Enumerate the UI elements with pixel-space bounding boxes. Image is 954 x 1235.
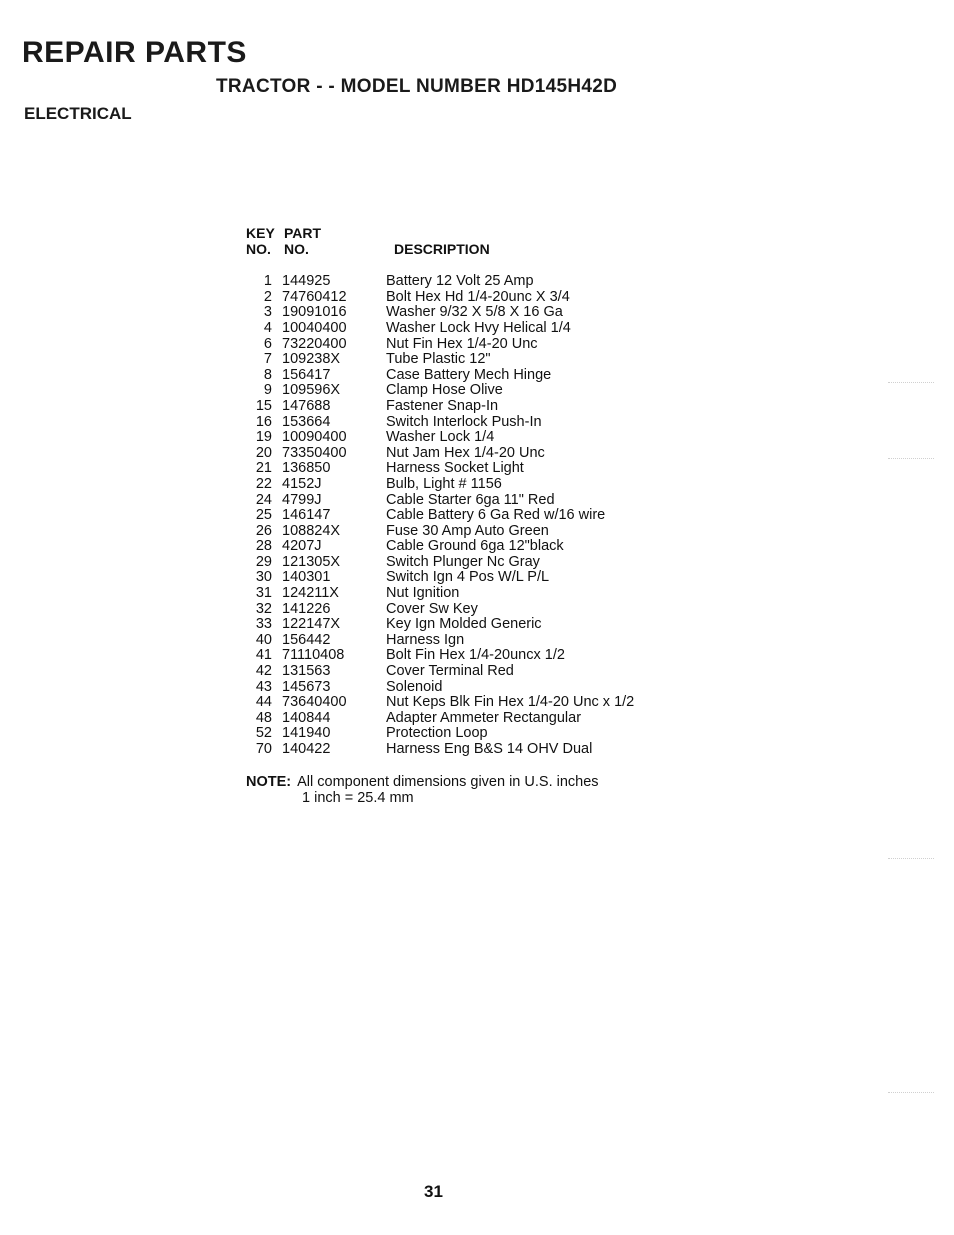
table-row (246, 680, 634, 696)
note-line1: All component dimensions given in U.S. inches (297, 774, 599, 790)
table-row (246, 555, 634, 571)
row-description: Cover Sw Key (386, 600, 478, 617)
table-row (246, 415, 634, 431)
row-key-no: 44 (255, 694, 272, 711)
row-description: Washer Lock Hvy Helical 1/4 (386, 319, 571, 336)
row-part-no: 156417 (282, 366, 331, 383)
row-part-no: 109596X (282, 382, 341, 399)
row-part-no: 140422 (282, 741, 331, 757)
table-row (246, 742, 634, 758)
table-row (246, 446, 634, 462)
row-part-no: 144925 (282, 273, 331, 290)
page-number: 31 (424, 1182, 443, 1201)
row-key-no: 20 (255, 444, 272, 461)
note-line2: 1 inch = 25.4 mm (302, 790, 414, 806)
model-subtitle: TRACTOR - - MODEL NUMBER HD145H42D (216, 76, 618, 97)
row-description: Nut Ignition (386, 585, 460, 602)
row-part-no: 156442 (282, 631, 331, 648)
header-description: DESCRIPTION (394, 240, 490, 257)
note-label: NOTE: (246, 774, 292, 790)
row-part-no: 109238X (282, 351, 341, 368)
row-description: Switch Ign 4 Pos W/L P/L (386, 569, 550, 586)
row-key-no: 43 (255, 678, 272, 695)
row-key-no: 31 (255, 585, 272, 602)
margin-mark (888, 858, 934, 859)
row-key-no: 52 (255, 725, 272, 742)
row-description: Battery 12 Volt 25 Amp (386, 273, 534, 290)
header-key-line1: KEY (246, 225, 275, 241)
row-part-no: 147688 (282, 397, 331, 414)
row-part-no: 141940 (282, 725, 331, 742)
row-key-no: 40 (255, 631, 272, 648)
table-row (246, 461, 634, 477)
row-part-no: 73220400 (282, 335, 347, 352)
row-key-no: 48 (255, 709, 272, 726)
row-part-no: 136850 (282, 460, 331, 477)
row-part-no: 140301 (282, 569, 331, 586)
row-description: Harness Eng B&S 14 OHV Dual (386, 741, 593, 757)
row-key-no: 33 (255, 616, 272, 633)
row-key-no: 8 (263, 366, 272, 383)
row-part-no: 145673 (282, 678, 331, 695)
row-part-no: 4207J (282, 538, 322, 555)
table-row (246, 711, 634, 727)
table-row (246, 664, 634, 680)
row-part-no: 10040400 (282, 319, 347, 336)
table-row (246, 337, 634, 353)
table-row (246, 586, 634, 602)
row-description: Harness Ign (386, 631, 465, 648)
row-description: Cable Ground 6ga 12"black (386, 538, 564, 555)
row-description: Bulb, Light # 1156 (386, 475, 502, 492)
row-key-no: 32 (255, 600, 272, 617)
row-key-no: 28 (255, 538, 272, 555)
row-description: Cable Starter 6ga 11" Red (386, 491, 555, 508)
row-key-no: 7 (263, 351, 272, 368)
row-key-no: 25 (255, 507, 272, 524)
row-part-no: 4152J (282, 475, 322, 492)
row-description: Bolt Fin Hex 1/4-20uncx 1/2 (386, 647, 565, 664)
parts-table (246, 226, 634, 758)
row-description: Cover Terminal Red (386, 663, 514, 680)
row-description: Switch Interlock Push-In (386, 413, 542, 430)
row-description: Solenoid (386, 678, 443, 695)
row-description: Fuse 30 Amp Auto Green (386, 522, 549, 539)
table-row (246, 430, 634, 446)
row-part-no: 146147 (282, 507, 331, 524)
row-part-no: 4799J (282, 491, 322, 508)
table-row (246, 633, 634, 649)
row-part-no: 140844 (282, 709, 331, 726)
note-block (246, 774, 599, 806)
row-part-no: 141226 (282, 600, 331, 617)
row-description: Key Ign Molded Generic (386, 616, 542, 633)
row-key-no: 22 (255, 475, 272, 492)
table-row (246, 726, 634, 742)
row-part-no: 71110408 (282, 647, 345, 664)
table-row (246, 352, 634, 368)
table-row (246, 508, 634, 524)
table-row (246, 274, 634, 290)
row-key-no: 21 (255, 460, 272, 477)
section-heading: ELECTRICAL (24, 104, 132, 123)
row-part-no: 153664 (282, 413, 331, 430)
row-description: Nut Fin Hex 1/4-20 Unc (386, 335, 538, 352)
margin-mark (888, 458, 934, 459)
row-description: Nut Keps Blk Fin Hex 1/4-20 Unc x 1/2 (386, 694, 635, 711)
row-key-no: 26 (255, 522, 272, 539)
table-row (246, 493, 634, 509)
row-key-no: 16 (255, 413, 272, 430)
table-body (246, 274, 634, 757)
row-part-no: 121305X (282, 553, 341, 570)
row-key-no: 15 (255, 397, 272, 414)
table-row (246, 524, 634, 540)
margin-mark (888, 1092, 934, 1093)
row-description: Cable Battery 6 Ga Red w/16 wire (386, 507, 606, 524)
header-key-line2: NO. (246, 240, 271, 257)
margin-mark (888, 382, 934, 383)
table-header (246, 226, 634, 257)
table-row (246, 368, 634, 384)
row-part-no: 122147X (282, 616, 341, 633)
row-description: Bolt Hex Hd 1/4-20unc X 3/4 (386, 288, 570, 305)
table-row (246, 383, 634, 399)
row-key-no: 19 (255, 429, 272, 446)
row-description: Washer 9/32 X 5/8 X 16 Ga (386, 304, 563, 321)
row-key-no: 41 (255, 647, 272, 664)
table-row (246, 570, 634, 586)
row-part-no: 108824X (282, 522, 341, 539)
row-description: Clamp Hose Olive (386, 382, 503, 399)
row-part-no: 73350400 (282, 444, 347, 461)
row-description: Case Battery Mech Hinge (386, 366, 552, 383)
header-key-no (246, 226, 284, 257)
row-description: Nut Jam Hex 1/4-20 Unc (386, 444, 545, 461)
row-description: Switch Plunger Nc Gray (386, 553, 540, 570)
row-key-no: 24 (255, 491, 272, 508)
row-key-no: 6 (263, 335, 272, 352)
row-key-no: 30 (255, 569, 272, 586)
table-row (246, 321, 634, 337)
table-row (246, 648, 634, 664)
row-key-no: 1 (263, 273, 272, 290)
row-key-no: 29 (255, 553, 272, 570)
table-row (246, 477, 634, 493)
row-key-no: 9 (263, 382, 272, 399)
row-part-no: 19091016 (282, 304, 347, 321)
table-row (246, 695, 634, 711)
row-key-no: 2 (263, 288, 272, 305)
row-key-no: 3 (263, 304, 272, 321)
table-row (246, 290, 634, 306)
table-row (246, 539, 634, 555)
row-description: Harness Socket Light (386, 460, 524, 477)
row-description: Adapter Ammeter Rectangular (386, 709, 582, 726)
row-part-no: 10090400 (282, 429, 347, 446)
row-key-no: 70 (255, 741, 272, 757)
row-description: Washer Lock 1/4 (386, 429, 495, 446)
table-row (246, 305, 634, 321)
row-part-no: 131563 (282, 663, 331, 680)
row-description: Tube Plastic 12" (386, 351, 491, 368)
row-description: Fastener Snap-In (386, 397, 499, 414)
table-row (246, 617, 634, 633)
table-row (246, 602, 634, 618)
header-part-line2: NO. (284, 240, 309, 257)
header-part-line1: PART (284, 225, 322, 241)
row-key-no: 42 (255, 663, 272, 680)
table-row (246, 399, 634, 415)
header-part-no (284, 226, 394, 257)
row-description: Protection Loop (386, 725, 488, 742)
page-title: REPAIR PARTS (22, 36, 247, 69)
row-part-no: 73640400 (282, 694, 347, 711)
row-part-no: 124211X (282, 585, 339, 602)
row-part-no: 74760412 (282, 288, 347, 305)
row-key-no: 4 (263, 319, 272, 336)
